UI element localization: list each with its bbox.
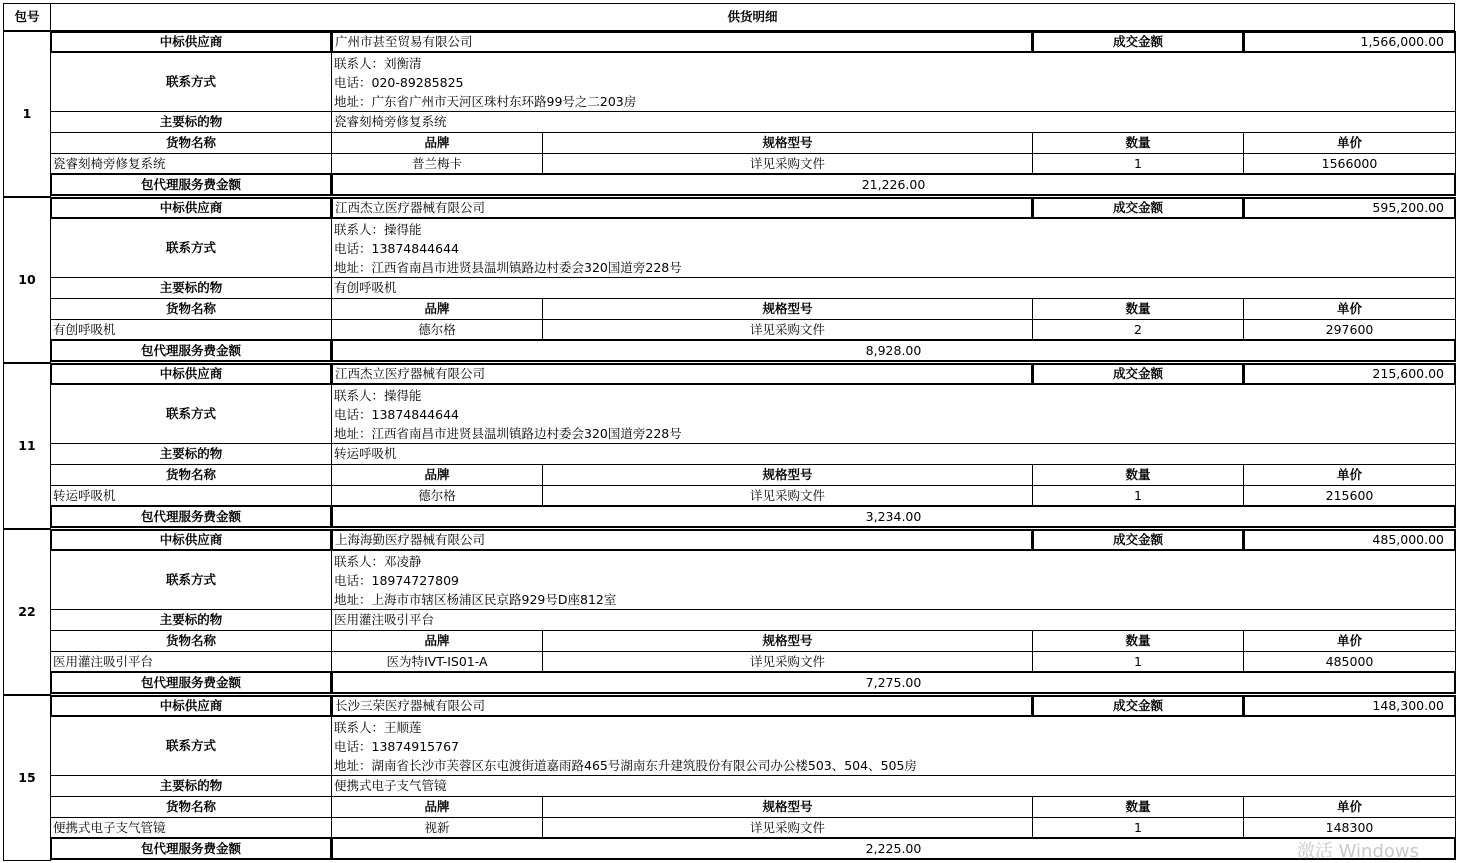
spec-header: 规格型号 — [542, 796, 1033, 818]
spec-header: 规格型号 — [542, 630, 1033, 652]
contact-info — [331, 550, 1456, 610]
contact-info — [331, 384, 1456, 444]
goods-name: 便携式电子支气管镜 — [50, 817, 332, 838]
subject-value: 便携式电子支气管镜 — [331, 775, 1456, 797]
spec-value: 详见采购文件 — [542, 817, 1033, 838]
brand-header: 品牌 — [331, 298, 543, 320]
supply-detail-table — [3, 3, 1455, 860]
subject-label: 主要标的物 — [50, 277, 332, 299]
brand-header: 品牌 — [331, 630, 543, 652]
supplier-name: 上海海勤医疗器械有限公司 — [331, 529, 1033, 551]
spec-value: 详见采购文件 — [542, 485, 1033, 506]
amount-value: 148,300.00 — [1243, 695, 1456, 717]
subject-value: 转运呼吸机 — [331, 443, 1456, 465]
contact-address: 地址：湖南省长沙市芙蓉区东屯渡街道嘉雨路465号湖南东升建筑股份有限公司办公楼503、504、505房 — [334, 757, 917, 773]
amount-label: 成交金额 — [1032, 363, 1244, 385]
goods-name-header: 货物名称 — [50, 630, 332, 652]
contact-phone: 电话：020-89285825 — [334, 74, 464, 90]
contact-info — [331, 716, 1456, 776]
subject-label: 主要标的物 — [50, 609, 332, 631]
quantity-header: 数量 — [1032, 796, 1244, 818]
amount-value: 595,200.00 — [1243, 197, 1456, 219]
contact-address: 地址：江西省南昌市进贤县温圳镇路边村委会320国道旁228号 — [334, 425, 682, 441]
spec-value: 详见采购文件 — [542, 319, 1033, 340]
agent-fee-label: 包代理服务费金额 — [50, 671, 332, 694]
contact-address: 地址：上海市市辖区杨浦区民京路929号D座812室 — [334, 591, 617, 607]
contact-contact-person: 联系人：邓凌静 — [334, 553, 422, 569]
supplier-label: 中标供应商 — [50, 31, 332, 53]
unit-price-header: 单价 — [1243, 132, 1456, 154]
contact-contact-person: 联系人：操得能 — [334, 387, 422, 403]
quantity-header: 数量 — [1032, 298, 1244, 320]
goods-name: 医用灌注吸引平台 — [50, 651, 332, 672]
amount-value: 485,000.00 — [1243, 529, 1456, 551]
quantity-value: 1 — [1032, 153, 1244, 174]
supplier-name: 长沙三荣医疗器械有限公司 — [331, 695, 1033, 717]
agent-fee-label: 包代理服务费金额 — [50, 173, 332, 196]
supplier-name: 江西杰立医疗器械有限公司 — [331, 197, 1033, 219]
spec-value: 详见采购文件 — [542, 153, 1033, 174]
unit-price-value: 485000 — [1243, 651, 1456, 672]
unit-price-header: 单价 — [1243, 464, 1456, 486]
goods-name-header: 货物名称 — [50, 464, 332, 486]
spec-header: 规格型号 — [542, 298, 1033, 320]
subject-label: 主要标的物 — [50, 775, 332, 797]
contact-contact-person: 联系人：操得能 — [334, 221, 422, 237]
quantity-value: 1 — [1032, 651, 1244, 672]
contact-phone: 电话：13874844644 — [334, 240, 459, 256]
contact-label: 联系方式 — [50, 384, 332, 444]
brand-value: 德尔格 — [331, 485, 543, 506]
agent-fee-value: 2,225.00 — [331, 837, 1456, 860]
contact-address: 地址：广东省广州市天河区珠村东环路99号之二203房 — [334, 93, 637, 109]
brand-value: 视新 — [331, 817, 543, 838]
unit-price-value: 148300 — [1243, 817, 1456, 838]
amount-value: 1,566,000.00 — [1243, 31, 1456, 53]
package-number: 22 — [3, 529, 51, 695]
unit-price-header: 单价 — [1243, 298, 1456, 320]
supplier-name: 江西杰立医疗器械有限公司 — [331, 363, 1033, 385]
goods-name: 转运呼吸机 — [50, 485, 332, 506]
unit-price-value: 297600 — [1243, 319, 1456, 340]
spec-value: 详见采购文件 — [542, 651, 1033, 672]
quantity-value: 1 — [1032, 817, 1244, 838]
goods-name-header: 货物名称 — [50, 796, 332, 818]
goods-name-header: 货物名称 — [50, 298, 332, 320]
agent-fee-label: 包代理服务费金额 — [50, 837, 332, 860]
contact-address: 地址：江西省南昌市进贤县温圳镇路边村委会320国道旁228号 — [334, 259, 682, 275]
quantity-header: 数量 — [1032, 464, 1244, 486]
contact-contact-person: 联系人：王顺莲 — [334, 719, 422, 735]
amount-value: 215,600.00 — [1243, 363, 1456, 385]
quantity-value: 1 — [1032, 485, 1244, 506]
amount-label: 成交金额 — [1032, 197, 1244, 219]
contact-info — [331, 52, 1456, 112]
supplier-label: 中标供应商 — [50, 363, 332, 385]
supplier-label: 中标供应商 — [50, 529, 332, 551]
supplier-label: 中标供应商 — [50, 695, 332, 717]
subject-label: 主要标的物 — [50, 443, 332, 465]
contact-label: 联系方式 — [50, 52, 332, 112]
goods-name: 有创呼吸机 — [50, 319, 332, 340]
contact-info — [331, 218, 1456, 278]
supplier-label: 中标供应商 — [50, 197, 332, 219]
subject-value: 医用灌注吸引平台 — [331, 609, 1456, 631]
goods-name: 瓷睿刻椅旁修复系统 — [50, 153, 332, 174]
subject-label: 主要标的物 — [50, 111, 332, 133]
brand-header: 品牌 — [331, 464, 543, 486]
supplier-name: 广州市甚至贸易有限公司 — [331, 31, 1033, 53]
windows-activation-watermark: 激活 Windows — [1296, 841, 1419, 862]
quantity-value: 2 — [1032, 319, 1244, 340]
package-number: 11 — [3, 363, 51, 529]
goods-name-header: 货物名称 — [50, 132, 332, 154]
contact-contact-person: 联系人：刘衡清 — [334, 55, 422, 71]
brand-value: 德尔格 — [331, 319, 543, 340]
brand-header: 品牌 — [331, 132, 543, 154]
header-package-number: 包号 — [3, 3, 51, 31]
contact-phone: 电话：13874915767 — [334, 738, 459, 754]
contact-phone: 电话：18974727809 — [334, 572, 459, 588]
brand-header: 品牌 — [331, 796, 543, 818]
contact-phone: 电话：13874844644 — [334, 406, 459, 422]
unit-price-value: 1566000 — [1243, 153, 1456, 174]
amount-label: 成交金额 — [1032, 31, 1244, 53]
unit-price-value: 215600 — [1243, 485, 1456, 506]
unit-price-header: 单价 — [1243, 630, 1456, 652]
contact-label: 联系方式 — [50, 550, 332, 610]
brand-value: 医为特IVT-IS01-A — [331, 651, 543, 672]
agent-fee-label: 包代理服务费金额 — [50, 339, 332, 362]
contact-label: 联系方式 — [50, 716, 332, 776]
subject-value: 有创呼吸机 — [331, 277, 1456, 299]
quantity-header: 数量 — [1032, 132, 1244, 154]
package-number: 10 — [3, 197, 51, 363]
package-number: 1 — [3, 31, 51, 197]
agent-fee-value: 7,275.00 — [331, 671, 1456, 694]
agent-fee-label: 包代理服务费金额 — [50, 505, 332, 528]
contact-label: 联系方式 — [50, 218, 332, 278]
header-supply-detail: 供货明细 — [50, 3, 1455, 31]
unit-price-header: 单价 — [1243, 796, 1456, 818]
agent-fee-value: 21,226.00 — [331, 173, 1456, 196]
amount-label: 成交金额 — [1032, 529, 1244, 551]
spec-header: 规格型号 — [542, 132, 1033, 154]
package-number: 15 — [3, 695, 51, 861]
brand-value: 普兰梅卡 — [331, 153, 543, 174]
spec-header: 规格型号 — [542, 464, 1033, 486]
agent-fee-value: 3,234.00 — [331, 505, 1456, 528]
agent-fee-value: 8,928.00 — [331, 339, 1456, 362]
subject-value: 瓷睿刻椅旁修复系统 — [331, 111, 1456, 133]
amount-label: 成交金额 — [1032, 695, 1244, 717]
quantity-header: 数量 — [1032, 630, 1244, 652]
